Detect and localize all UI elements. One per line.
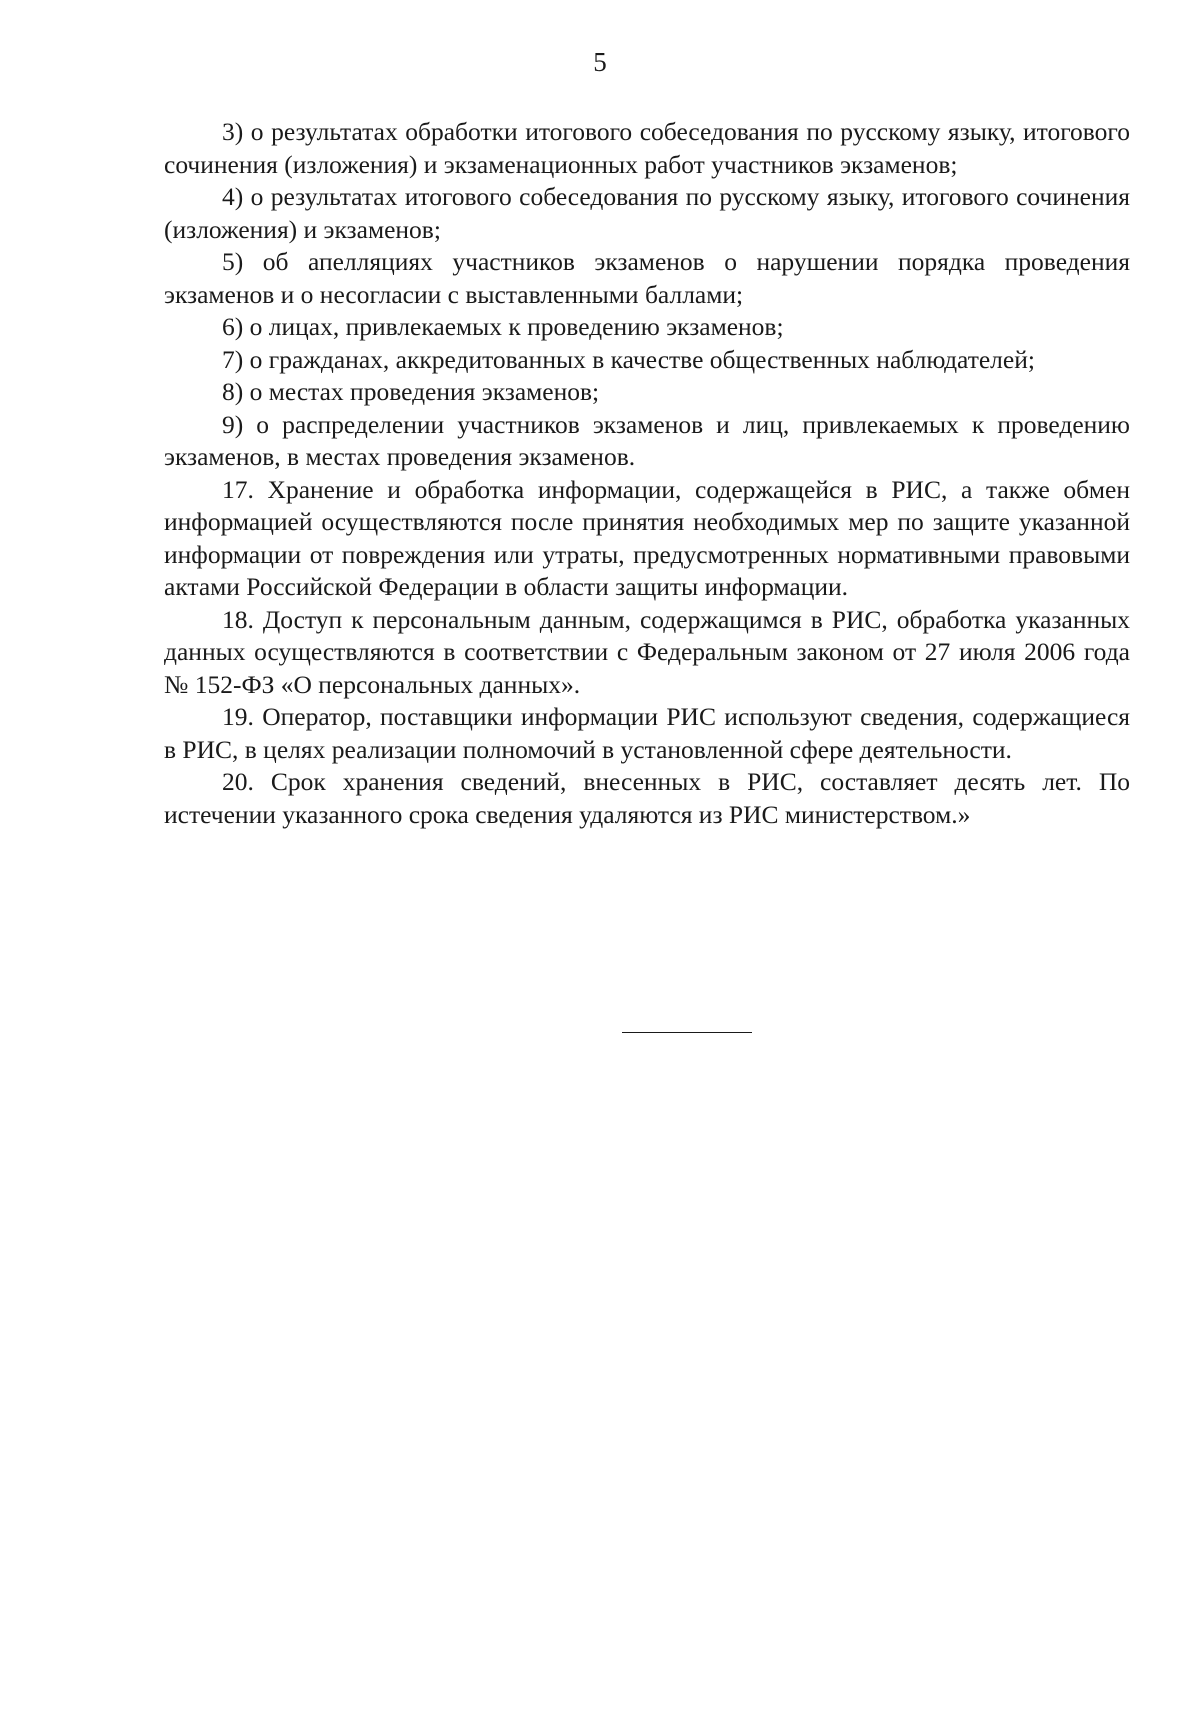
clause-20: 20. Срок хранения сведений, внесенных в РИС, составляет десять лет. По истечении указанного срока сведения удаляются из РИС министерством.» [164,767,1130,829]
clause-19: 19. Оператор, поставщики информации РИС используют сведения, содержащиеся в РИС, в целях реализации полномочий в установленной сфере деятельности. [164,702,1130,764]
list-item-8: 8) о местах проведения экзаменов; [222,377,600,406]
closing-divider [622,1032,752,1033]
list-item-7: 7) о гражданах, аккредитованных в качестве общественных наблюдателей; [222,344,1035,374]
list-item-5: 5) об апелляциях участников экзаменов о нарушении порядка проведения экзаменов и о несогласии с выставленными баллами; [164,247,1130,309]
list-item-3: 3) о результатах обработки итогового собеседования по русскому языку, итогового сочинения (изложения) и экзаменационных работ участников экзаменов; [164,117,1130,179]
list-item-9: 9) о распределении участников экзаменов и лиц, привлекаемых к проведению экзаменов, в местах проведения экзаменов. [164,409,1130,471]
list-item-4: 4) о результатах итогового собеседования по русскому языку, итогового сочинения (изложения) и экзаменов; [164,182,1130,244]
page-number: 5 [593,47,607,77]
clause-18: 18. Доступ к персональным данным, содержащимся в РИС, обработка указанных данных осуществляются в соответствии с Федеральным законом от 27 июля 2006 года № 152-ФЗ «О персональных данных». [164,604,1130,699]
list-item-6: 6) о лицах, привлекаемых к проведению экзаменов; [222,312,784,341]
document-body [164,116,1130,831]
clause-17: 17. Хранение и обработка информации, содержащейся в РИС, а также обмен информацией осуществляются после принятия необходимых мер по защите указанной информации от повреждения или утраты, предусмотренных нормативными правовыми актами Российской Федерации в области защиты информации. [164,474,1130,601]
